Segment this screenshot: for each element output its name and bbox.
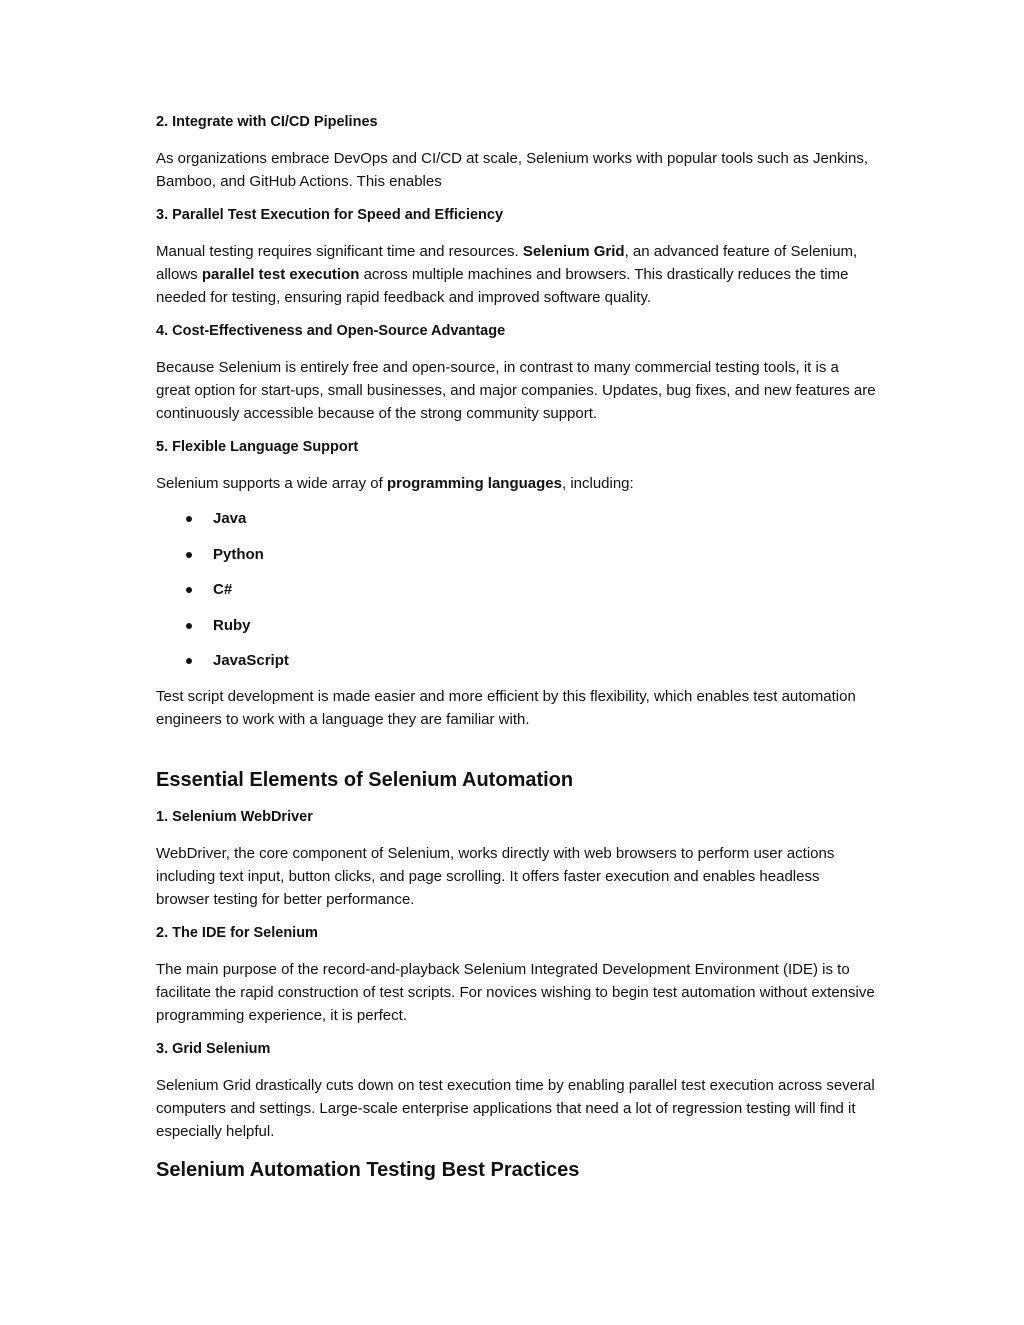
- paragraph-ci-cd: As organizations embrace DevOps and CI/CD at scale, Selenium works with popular tools such as Jenkins, Bamboo, and GitHub Actions. This enables: [156, 150, 868, 190]
- bullet-icon: [186, 516, 192, 522]
- bullet-icon: [186, 623, 192, 629]
- list-item-label: JavaScript: [213, 652, 289, 669]
- bold-text-programming-languages: programming languages: [386, 475, 562, 492]
- document-page: [156, 112, 876, 1197]
- bold-text-parallel-execution: parallel test execution: [201, 266, 360, 283]
- language-list: [156, 507, 876, 672]
- bullet-icon: [186, 552, 192, 558]
- list-item-javascript: [156, 649, 876, 672]
- paragraph-webdriver: WebDriver, the core component of Selenium, works directly with web browsers to perform user actions including text input, button clicks, and page scrolling. It offers faster execution and enables headless browser testing for better performance.: [156, 844, 835, 908]
- bullet-icon: [186, 587, 192, 593]
- section-heading-grid: 3. Grid Selenium: [156, 1040, 271, 1057]
- section-heading-ci-cd: 2. Integrate with CI/CD Pipelines: [156, 114, 378, 130]
- paragraph-languages-intro: [156, 472, 876, 495]
- text-run: Manual testing requires significant time and resources.: [156, 243, 523, 260]
- list-item-label: Ruby: [213, 616, 251, 634]
- list-item-ruby: [156, 614, 876, 637]
- list-item-python: [156, 543, 876, 566]
- section-heading-cost: 4. Cost-Effectiveness and Open-Source Advantage: [156, 323, 506, 339]
- list-item-label: Java: [213, 510, 247, 527]
- text-run: Selenium supports a wide array of: [156, 475, 387, 492]
- section-heading-webdriver: 1. Selenium WebDriver: [156, 808, 313, 825]
- section-heading-parallel: 3. Parallel Test Execution for Speed and Efficiency: [156, 207, 504, 223]
- paragraph-parallel: [156, 240, 876, 309]
- section-title-best-practices: Selenium Automation Testing Best Practices: [156, 1158, 580, 1181]
- text-run: , an advanced feature of Selenium, allows: [156, 243, 858, 283]
- section-heading-ide: 2. The IDE for Selenium: [156, 924, 318, 941]
- list-item-label: C#: [213, 581, 233, 598]
- bullet-icon: [186, 658, 192, 664]
- text-run: across multiple machines and browsers. This drastically reduces the time needed for testing, ensuring rapid feedback and improved software quality.: [156, 266, 849, 306]
- list-item-label: Python: [213, 545, 264, 563]
- list-item-java: [156, 507, 876, 530]
- paragraph-languages-outro: Test script development is made easier and more efficient by this flexibility, which enables test automation engineers to work with a language they are familiar with.: [156, 687, 856, 728]
- paragraph-grid: Selenium Grid drastically cuts down on test execution time by enabling parallel test execution across several computers and settings. Large-scale enterprise applications that need a lot of regression testing will find it especially helpful.: [156, 1076, 875, 1140]
- section-heading-languages: 5. Flexible Language Support: [156, 439, 359, 455]
- bold-text-selenium-grid: Selenium Grid: [522, 243, 625, 260]
- paragraph-ide: The main purpose of the record-and-playback Selenium Integrated Development Environment (IDE) is to facilitate the rapid construction of test scripts. For novices wishing to begin test automation without extensive programming experience, it is perfect.: [156, 960, 875, 1024]
- paragraph-cost: Because Selenium is entirely free and open-source, in contrast to many commercial testing tools, it is a great option for start-ups, small businesses, and major companies. Updates, bug fixes, and new features are continuously accessible because of the strong community support.: [156, 359, 876, 422]
- list-item-csharp: [156, 578, 876, 601]
- section-title-essential-elements: Essential Elements of Selenium Automation: [156, 768, 574, 791]
- text-run: , including:: [561, 475, 634, 492]
